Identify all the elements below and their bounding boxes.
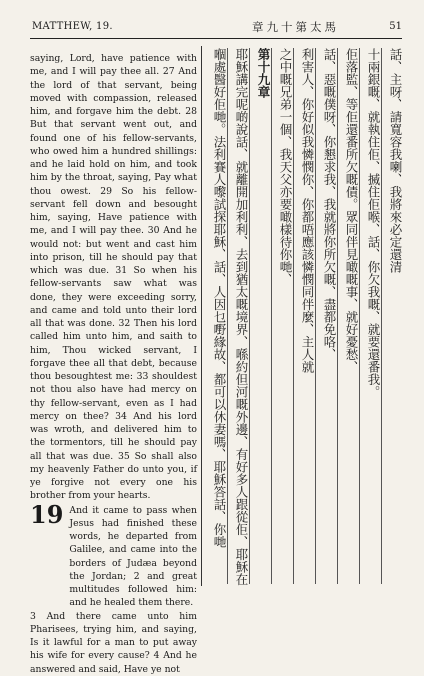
line-rule — [249, 48, 250, 584]
line-rule — [227, 48, 228, 584]
chinese-line: 利害人、你好似我憐憫你、你都唔應該憐憫同伴麼、主人就 — [300, 48, 315, 373]
english-paragraph-2: 3 And there came unto him Pharisees, trying him, and saying, Is it lawful for a man to put away his wife for every cause? 4 And he answered and said, Have ye not — [30, 610, 197, 675]
line-rule — [337, 48, 338, 584]
line-rule — [381, 48, 382, 584]
running-header — [30, 18, 402, 39]
chapter-number: 19 — [30, 499, 64, 529]
page-number: 51 — [389, 21, 402, 32]
column-divider — [201, 46, 202, 586]
chinese-line: 佢落監、等佢還番所欠嘅債。眾同伴見噉嘅事、就好憂愁、 — [344, 48, 359, 373]
line-rule — [359, 48, 360, 584]
chinese-column — [205, 48, 401, 584]
chinese-line: 之中嘅兄弟一個、我天父亦要噉樣待你哋、 — [278, 48, 293, 286]
chapter-opening-text: And it came to pass when Jesus had finished these words, he departed from Galilee, and came into the borders of Judæa beyond the Jordan; 2 and great multitudes followed him: and he healed them there. — [69, 504, 197, 609]
book-chapter-english: MATTHEW, 19. — [32, 21, 113, 32]
chinese-line: 話、惡嘅僕呀、你懇求我、我就將你所欠嘅、盡都免咯、 — [322, 48, 337, 361]
english-paragraph: saying, Lord, have patience with me, and I will pay thee all. 27 And the lord of that servant, being moved with compassion, released him, and forgave him the debt. 28 But that servant went out, and found one of his fellow-servants, who owed him a hundred shillings: and he laid hold on him, and took him by the throat, saying, Pay what thou owest. 29 So his fellow-servant fell down and besought him, saying, Have patience with me, and I will pay thee. 30 And he would not: but went and cast him into prison, till he should pay that which was due. 31 So when his fellow-servants saw what was done, they were exceeding sorry, and came and told unto their lord all that was done. 32 Then his lord called him unto him, and saith to him, Thou wicked servant, I forgave thee all that debt, because thou besoughtest me: 33 shouldest not thou also have had mercy on thy fellow-servant, even as I had mercy on thee? 34 And his lord was wroth, and delivered him to the tormentors, till he should pay all that was due. 35 So shall also my heavenly Father do unto you, if ye forgive not every one his brother from your hearts. — [30, 53, 197, 502]
line-rule — [315, 48, 316, 584]
english-column — [30, 52, 197, 675]
line-rule — [293, 48, 294, 584]
book-chapter-chinese: 章九十第太馬 — [252, 20, 339, 34]
chinese-line: 十兩銀嘅、就執住佢、搣住佢喉、話、你欠我嘅、就要還番我。 — [366, 48, 381, 398]
chapter-start — [30, 499, 197, 610]
chinese-chapter-title: 第十九章 — [256, 48, 271, 98]
line-rule — [271, 48, 272, 584]
chinese-line: 話、主呀、請寬容我喇、我將來必定還清 — [388, 48, 403, 273]
chinese-line: 耶穌講完呢啲說話、就離開加利利、去到猶太嘅境界、喺約但河嘅外邊、有好多人跟從佢、耶穌在 — [234, 48, 249, 586]
chinese-line: 嗰處醫好佢哋。法利賽人嚟試探耶穌、話、人因乜嘢緣故、都可以休妻嗎、耶穌答話、你哋 — [212, 48, 227, 548]
